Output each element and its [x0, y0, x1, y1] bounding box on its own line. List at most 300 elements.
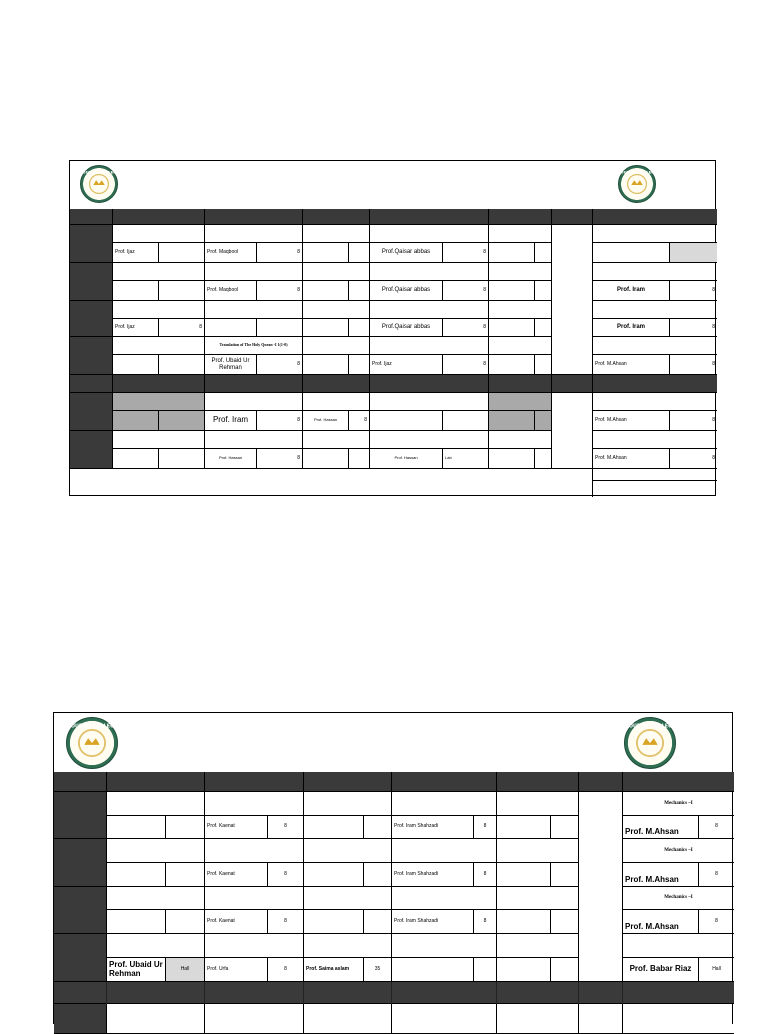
teacher-cell — [205, 449, 257, 469]
timetable-cell — [623, 1004, 734, 1034]
timetable-cell — [205, 393, 303, 411]
teacher-name: Prof. Iram Shahzadi — [394, 823, 439, 830]
timetable-cell — [205, 934, 304, 958]
room-number: 8 — [483, 323, 486, 330]
teacher-cell — [205, 863, 268, 887]
timetable-cell — [593, 393, 717, 411]
teacher-name: Prof. Ubaid Ur Rehman — [211, 358, 250, 371]
break-divider — [579, 982, 623, 1004]
teacher-cell — [370, 411, 443, 431]
break-divider — [303, 375, 370, 393]
room-number: 8 — [483, 286, 486, 293]
teacher-name: Prof. Ijaz — [115, 323, 135, 330]
room-cell — [551, 910, 579, 934]
teacher-name: Prof. Iram — [212, 415, 249, 425]
header-cell — [579, 772, 623, 792]
timetable-cell — [370, 431, 489, 449]
teacher-name: Prof. M.Ahsan — [595, 454, 627, 461]
room-cell — [443, 411, 489, 431]
room-cell — [670, 281, 717, 301]
teacher-name: Prof. M.Ahsan — [595, 416, 627, 423]
room-cell — [159, 319, 205, 337]
room-cell — [535, 243, 552, 263]
timetable-cell — [205, 1004, 304, 1034]
teacher-name: Prof. Ijaz — [372, 360, 392, 367]
timetable-cell — [205, 431, 303, 449]
timetable-cell — [497, 839, 579, 863]
teacher-cell — [593, 355, 670, 375]
timetable-cell — [579, 1004, 623, 1034]
day-cell — [54, 792, 107, 839]
break-divider — [392, 982, 497, 1004]
teacher-cell — [205, 355, 257, 375]
teacher-name: Prof. Urfa — [207, 965, 229, 972]
room-cell — [166, 816, 205, 839]
logo-text: GROUP OF COLLEGES — [614, 169, 660, 175]
teacher-cell — [489, 411, 535, 431]
room-cell — [166, 958, 205, 982]
teacher-cell — [623, 910, 699, 934]
room-cell — [699, 910, 734, 934]
teacher-cell — [392, 958, 474, 982]
room-cell — [474, 910, 497, 934]
header-cell — [107, 772, 205, 792]
break-divider — [497, 982, 579, 1004]
break-divider — [70, 375, 113, 393]
subject-cell — [623, 792, 734, 816]
teacher-cell — [205, 319, 257, 337]
timetable-cell — [593, 225, 717, 243]
timetable-cell — [304, 839, 392, 863]
timetable-cell — [205, 792, 304, 816]
room-number: 8 — [715, 917, 718, 924]
teacher-cell — [303, 319, 349, 337]
teacher-cell — [497, 863, 551, 887]
room-number: 8 — [712, 323, 715, 330]
timetable-cell — [489, 337, 552, 355]
room-number: 8 — [712, 360, 715, 367]
room-cell — [551, 863, 579, 887]
teacher-cell — [489, 281, 535, 301]
timetable-cell — [113, 393, 205, 411]
timetable-cell — [205, 263, 303, 281]
timetable-cell — [107, 934, 205, 958]
subject-cell — [623, 839, 734, 863]
room-cell — [699, 816, 734, 839]
teacher-cell — [205, 411, 257, 431]
timetable-cell — [205, 887, 304, 910]
teacher-name: Prof. M.Ahsan — [625, 826, 679, 836]
teacher-cell — [497, 816, 551, 839]
header-cell — [489, 209, 552, 225]
room-cell — [349, 319, 370, 337]
timetable-cell — [489, 225, 552, 243]
teacher-name: Prof. Iram — [616, 287, 645, 294]
room-cell — [364, 910, 392, 934]
timetable-cell — [113, 431, 205, 449]
teacher-name: Prof. Babar Riaz — [629, 964, 692, 974]
room-number: 8 — [483, 870, 487, 877]
subject-name: Mechanics –I — [664, 847, 693, 853]
day-cell — [70, 263, 113, 301]
timetable-cell — [113, 337, 205, 355]
timetable-cell — [303, 337, 370, 355]
header-cell — [70, 209, 113, 225]
teacher-cell — [593, 243, 670, 263]
timetable-sheet-2 — [53, 712, 733, 1024]
teacher-name: Prof. M.Ahsan — [595, 360, 627, 367]
timetable-cell — [497, 1004, 579, 1034]
teacher-name: Prof.Qaisar abbas — [381, 287, 431, 294]
header-cell — [54, 772, 107, 792]
room-number: 8 — [483, 360, 486, 367]
room-cell — [268, 816, 304, 839]
header-cell — [113, 209, 205, 225]
teacher-cell — [497, 958, 551, 982]
timetable-cell — [113, 263, 205, 281]
room-number: 8 — [284, 917, 287, 924]
room-number: Lab — [445, 455, 452, 461]
room-cell — [670, 243, 717, 263]
teacher-cell — [303, 449, 349, 469]
room-cell — [159, 449, 205, 469]
timetable-cell — [304, 1004, 392, 1034]
timetable-cell — [497, 887, 579, 910]
teacher-cell — [593, 281, 670, 301]
room-cell — [443, 355, 489, 375]
teacher-name: Prof. Iram Shahzadi — [394, 870, 439, 877]
room-number: 8 — [284, 870, 287, 877]
teacher-cell — [113, 243, 159, 263]
break-divider — [54, 982, 107, 1004]
teacher-cell — [107, 958, 166, 982]
room-cell — [364, 816, 392, 839]
logo-text: GROUP OF COLLEGES — [63, 724, 121, 730]
teacher-cell — [113, 449, 159, 469]
day-cell — [54, 887, 107, 934]
teacher-name: Prof.Qaisar abbas — [381, 249, 431, 256]
room-cell — [670, 319, 717, 337]
break-divider — [552, 375, 593, 393]
teacher-name: Prof. M.Ahsan — [625, 921, 679, 931]
timetable-cell — [303, 263, 370, 281]
teacher-name: Prof. Kaenat — [207, 823, 235, 830]
teacher-cell — [489, 355, 535, 375]
teacher-cell — [304, 910, 364, 934]
timetable-sheet-1 — [69, 160, 716, 496]
teacher-cell — [497, 910, 551, 934]
timetable-cell — [205, 225, 303, 243]
room-cell — [159, 411, 205, 431]
room-cell — [443, 449, 489, 469]
day-cell — [54, 839, 107, 887]
break-divider — [205, 375, 303, 393]
day-cell — [54, 1004, 107, 1034]
teacher-cell — [107, 816, 166, 839]
room-cell — [443, 243, 489, 263]
room-cell — [551, 958, 579, 982]
header-cell — [392, 772, 497, 792]
teacher-cell — [623, 958, 699, 982]
logo-text: GROUP OF COLLEGES — [621, 724, 679, 730]
teacher-cell — [205, 243, 257, 263]
subject-name: Mechanics –I — [664, 800, 693, 806]
timetable-cell — [623, 934, 734, 958]
room-number: 8 — [712, 454, 715, 461]
room-cell — [535, 319, 552, 337]
blank-column — [552, 393, 593, 469]
blank-column — [552, 225, 593, 375]
room-cell — [257, 319, 303, 337]
room-cell — [349, 411, 370, 431]
subject-name: Translation of The Holy Quran -I 1(1-0) — [219, 342, 288, 348]
timetable-cell — [489, 301, 552, 319]
room-number: 8 — [483, 917, 487, 924]
room-cell — [670, 355, 717, 375]
college-logo-left — [76, 165, 122, 203]
break-divider — [113, 375, 205, 393]
logo-text: GROUP OF COLLEGES — [76, 169, 122, 175]
break-divider — [489, 375, 552, 393]
teacher-cell — [113, 281, 159, 301]
teacher-cell — [489, 243, 535, 263]
teacher-cell — [205, 958, 268, 982]
timetable-cell — [392, 1004, 497, 1034]
room-number: 8 — [297, 454, 300, 461]
room-cell — [349, 243, 370, 263]
room-number: 8 — [297, 360, 300, 367]
day-cell — [70, 225, 113, 263]
day-cell — [70, 431, 113, 469]
timetable-cell — [113, 225, 205, 243]
room-cell — [535, 355, 552, 375]
timetable-cell — [304, 887, 392, 910]
teacher-name: Prof. Ubaid Ur Rehman — [109, 960, 163, 978]
header-cell — [552, 209, 593, 225]
room-cell — [364, 863, 392, 887]
timetable-cell — [303, 393, 370, 411]
teacher-name: Prof. Kaenat — [207, 870, 235, 877]
room-number: 8 — [284, 965, 287, 972]
teacher-cell — [113, 319, 159, 337]
teacher-name: Prof. M.Ahsan — [625, 874, 679, 884]
subject-cell — [623, 887, 734, 910]
teacher-cell — [370, 449, 443, 469]
day-cell — [54, 934, 107, 982]
timetable-cell — [370, 337, 489, 355]
header-cell — [370, 209, 489, 225]
room-cell — [166, 910, 205, 934]
timetable-cell — [392, 934, 497, 958]
room-number: 8 — [483, 248, 486, 255]
header-cell — [304, 772, 392, 792]
room-cell — [268, 910, 304, 934]
room-cell — [268, 958, 304, 982]
timetable-cell — [370, 263, 489, 281]
teacher-name: Prof. Kaenat — [207, 917, 235, 924]
timetable-cell — [205, 839, 304, 863]
room-cell — [474, 816, 497, 839]
subject-name: Mechanics –I — [664, 895, 693, 901]
timetable-cell — [303, 301, 370, 319]
room-cell — [535, 449, 552, 469]
break-divider — [304, 982, 392, 1004]
teacher-cell — [392, 816, 474, 839]
room-number: 8 — [483, 823, 487, 830]
teacher-cell — [370, 319, 443, 337]
teacher-cell — [593, 319, 670, 337]
teacher-cell — [113, 355, 159, 375]
room-cell — [443, 281, 489, 301]
room-cell — [364, 958, 392, 982]
teacher-cell — [303, 281, 349, 301]
teacher-name: Prof. Hassan — [218, 455, 243, 461]
teacher-cell — [303, 411, 349, 431]
teacher-cell — [205, 281, 257, 301]
room-number: 35 — [374, 965, 381, 972]
room-cell — [699, 958, 734, 982]
timetable-cell — [303, 225, 370, 243]
subject-cell — [205, 337, 303, 355]
college-logo-right — [621, 717, 679, 769]
teacher-name: Prof. Ijaz — [115, 248, 135, 255]
room-cell — [349, 355, 370, 375]
teacher-cell — [623, 863, 699, 887]
room-cell — [443, 319, 489, 337]
room-number: Hall — [180, 965, 190, 972]
room-cell — [159, 281, 205, 301]
break-divider — [107, 982, 205, 1004]
room-cell — [670, 449, 717, 469]
teacher-cell — [205, 816, 268, 839]
timetable-cell — [392, 887, 497, 910]
teacher-cell — [392, 863, 474, 887]
timetable-cell — [107, 1004, 205, 1034]
teacher-cell — [107, 863, 166, 887]
header-cell — [205, 209, 303, 225]
room-cell — [257, 449, 303, 469]
teacher-cell — [113, 411, 159, 431]
timetable-cell — [593, 263, 717, 281]
teacher-name: Prof. Hassan — [394, 455, 418, 461]
teacher-cell — [370, 243, 443, 263]
teacher-cell — [623, 816, 699, 839]
timetable-cell — [593, 337, 717, 355]
room-cell — [699, 863, 734, 887]
timetable-cell — [304, 792, 392, 816]
room-number: 8 — [199, 323, 202, 330]
teacher-cell — [304, 816, 364, 839]
room-cell — [257, 243, 303, 263]
room-cell — [551, 816, 579, 839]
timetable-cell — [489, 393, 552, 411]
timetable-cell — [392, 792, 497, 816]
room-number: 8 — [284, 823, 287, 830]
room-cell — [166, 863, 205, 887]
timetable-cell — [107, 887, 205, 910]
teacher-name: Prof. Maqbool — [207, 286, 239, 293]
room-number: 8 — [715, 823, 718, 830]
header-cell — [205, 772, 304, 792]
college-logo-right — [614, 165, 660, 203]
timetable-cell — [107, 839, 205, 863]
timetable-cell — [489, 263, 552, 281]
timetable-cell — [370, 301, 489, 319]
room-cell — [268, 863, 304, 887]
teacher-cell — [489, 319, 535, 337]
teacher-cell — [593, 411, 670, 431]
teacher-name: Prof.Qaisar abbas — [381, 324, 431, 331]
room-cell — [257, 411, 303, 431]
room-number: 8 — [364, 416, 367, 423]
room-cell — [474, 863, 497, 887]
teacher-name: Prof. Maqbool — [207, 248, 239, 255]
timetable-cell — [107, 792, 205, 816]
room-number: 8 — [712, 286, 715, 293]
timetable-cell — [593, 301, 717, 319]
room-cell — [670, 411, 717, 431]
teacher-name: Prof. Hassan — [313, 417, 338, 423]
teacher-name: Prof. Iram Shahzadi — [394, 917, 439, 924]
teacher-cell — [303, 355, 349, 375]
timetable-cell — [497, 934, 579, 958]
day-cell — [70, 393, 113, 431]
teacher-cell — [370, 355, 443, 375]
header-cell — [303, 209, 370, 225]
college-logo-left — [63, 717, 121, 769]
room-cell — [535, 411, 552, 431]
teacher-cell — [303, 243, 349, 263]
room-cell — [159, 243, 205, 263]
room-cell — [349, 449, 370, 469]
teacher-name: Prof. Iram — [616, 324, 645, 331]
room-cell — [159, 355, 205, 375]
footer-cell — [593, 469, 717, 481]
timetable-cell — [304, 934, 392, 958]
room-number: 8 — [297, 286, 300, 293]
room-number: 8 — [712, 416, 715, 423]
timetable-cell — [392, 839, 497, 863]
footer-cell — [593, 481, 717, 497]
room-number: 8 — [297, 248, 300, 255]
teacher-name: Prof. Saima aslam — [306, 965, 350, 972]
timetable-cell — [303, 431, 370, 449]
timetable-cell — [370, 225, 489, 243]
teacher-cell — [107, 910, 166, 934]
day-cell — [70, 301, 113, 337]
teacher-cell — [489, 449, 535, 469]
footer-cell — [70, 469, 593, 497]
teacher-cell — [304, 863, 364, 887]
timetable-cell — [370, 393, 489, 411]
timetable-cell — [489, 431, 552, 449]
room-cell — [535, 281, 552, 301]
room-number: 8 — [297, 416, 300, 423]
timetable-cell — [205, 301, 303, 319]
room-cell — [257, 281, 303, 301]
teacher-cell — [593, 449, 670, 469]
teacher-cell — [205, 910, 268, 934]
teacher-cell — [392, 910, 474, 934]
timetable-cell — [593, 431, 717, 449]
room-cell — [474, 958, 497, 982]
blank-column — [579, 792, 623, 982]
day-cell — [70, 337, 113, 375]
break-divider — [370, 375, 489, 393]
room-number: 8 — [715, 870, 718, 877]
teacher-cell — [304, 958, 364, 982]
teacher-cell — [370, 281, 443, 301]
